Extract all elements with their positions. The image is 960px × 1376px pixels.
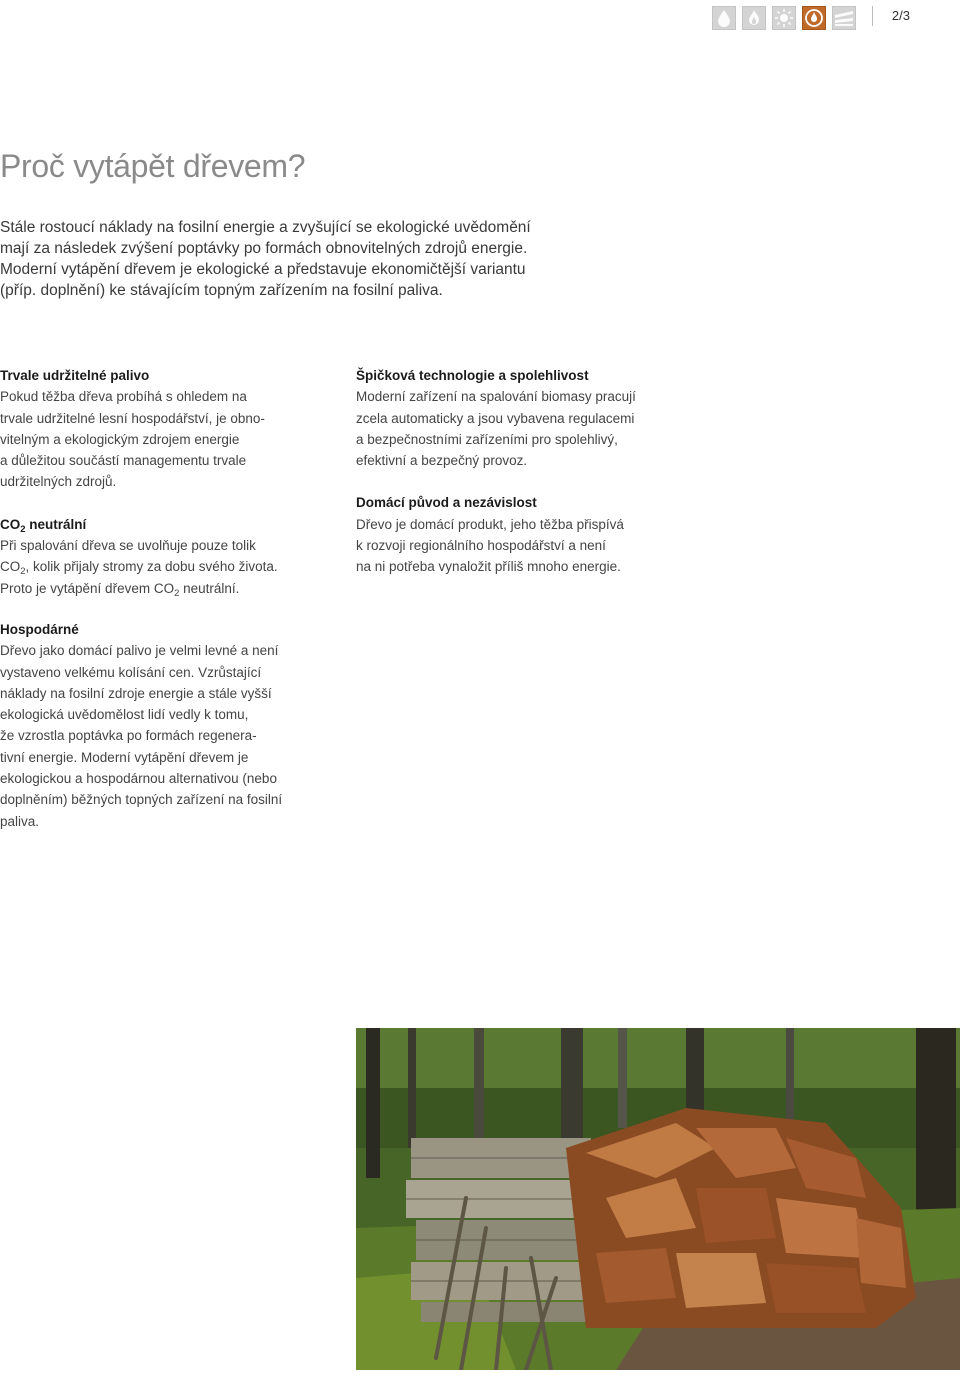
co2-heading-prefix: CO bbox=[0, 516, 21, 532]
body-line: tivní energie. Moderní vytápění dřevem je bbox=[0, 749, 249, 765]
oil-drop-icon[interactable] bbox=[712, 6, 736, 30]
heat-pump-icon[interactable] bbox=[832, 6, 856, 30]
intro-line: mají za následek zvýšení poptávky po formách obnovitelných zdrojů energie. bbox=[0, 240, 528, 257]
co2-heading-suffix: neutrální bbox=[25, 516, 87, 532]
body-line: Pokud těžba dřeva probíhá s ohledem na bbox=[0, 389, 247, 405]
body-line: Dřevo jako domácí palivo je velmi levné a není bbox=[0, 643, 279, 659]
co2-text: Proto je vytápění dřevem CO bbox=[0, 580, 175, 596]
body-line bbox=[0, 578, 330, 599]
intro-line: Stále rostoucí náklady na fosilní energie a zvyšující se ekologické uvědomění bbox=[0, 219, 531, 236]
page-number: 2/3 bbox=[872, 6, 960, 26]
body-line: ekologická uvědomělost lidí vedly k tomu, bbox=[0, 707, 249, 723]
left-column bbox=[0, 365, 330, 599]
body-line: paliva. bbox=[0, 813, 40, 829]
body-line: zcela automaticky a jsou vybavena regulacemi bbox=[356, 410, 635, 426]
section-heading-economical: Hospodárné bbox=[0, 622, 79, 637]
section-heading-sustainable-fuel: Trvale udržitelné palivo bbox=[0, 368, 150, 383]
body-line: ekologickou a hospodárnou alternativou (nebo bbox=[0, 771, 277, 787]
section-body-economical bbox=[0, 640, 330, 832]
body-line: vitelným a ekologickým zdrojem energie bbox=[0, 431, 240, 447]
right-column bbox=[356, 365, 696, 578]
body-line: náklady na fosilní zdroje energie a stále vyšší bbox=[0, 685, 272, 701]
page-title: Proč vytápět dřevem? bbox=[0, 148, 306, 184]
body-line: doplněním) běžných topných zařízení na fosilní bbox=[0, 792, 283, 808]
co2-sub: 2 bbox=[174, 587, 180, 599]
body-line: a bezpečnostními zařízeními pro spolehlivý, bbox=[356, 431, 618, 447]
body-line: Moderní zařízení na spalování biomasy pracují bbox=[356, 389, 636, 405]
section-heading-technology: Špičková technologie a spolehlivost bbox=[356, 368, 589, 383]
body-line: k rozvoji regionálního hospodářství a není bbox=[356, 538, 606, 554]
woodpile-forest-photo bbox=[356, 1028, 960, 1370]
body-line: že vzrostla poptávka po formách regenera- bbox=[0, 728, 257, 744]
body-line: efektivní a bezpečný provoz. bbox=[356, 453, 528, 469]
solar-sun-icon[interactable] bbox=[772, 6, 796, 30]
energy-icons-bar bbox=[712, 6, 856, 30]
co2-text: CO bbox=[0, 559, 21, 575]
co2-text: , kolik přijaly stromy za dobu svého života. bbox=[25, 559, 278, 575]
body-line: na ni potřeba vynaložit příliš mnoho energie. bbox=[356, 559, 621, 575]
section-body-domestic-origin bbox=[356, 514, 696, 578]
body-line: trvale udržitelné lesní hospodářství, je obno- bbox=[0, 410, 265, 426]
intro-line: (příp. doplnění) ke stávajícím topným zařízením na fosilní paliva. bbox=[0, 282, 443, 299]
section-body-sustainable-fuel bbox=[0, 386, 330, 492]
economical-section bbox=[0, 619, 330, 832]
wood-flame-icon[interactable] bbox=[802, 6, 826, 30]
gas-flame-icon[interactable] bbox=[742, 6, 766, 30]
body-line: Dřevo je domácí produkt, jeho těžba přispívá bbox=[356, 516, 624, 532]
body-line: a důležitou součástí managementu trvale bbox=[0, 453, 247, 469]
section-heading-domestic-origin: Domácí původ a nezávislost bbox=[356, 495, 537, 511]
body-line bbox=[0, 556, 330, 577]
section-body-co2-neutral bbox=[0, 535, 330, 599]
co2-text: neutrální. bbox=[179, 580, 240, 596]
co2-heading-sub: 2 bbox=[20, 523, 26, 535]
body-line: udržitelných zdrojů. bbox=[0, 474, 117, 490]
body-line: Při spalování dřeva se uvolňuje pouze tolik bbox=[0, 538, 256, 554]
co2-sub: 2 bbox=[20, 566, 26, 578]
section-heading-co2-neutral bbox=[0, 514, 330, 535]
intro-paragraph bbox=[0, 217, 580, 301]
intro-line: Moderní vytápění dřevem je ekologické a představuje ekonomičtější variantu bbox=[0, 261, 526, 278]
section-body-technology bbox=[356, 386, 696, 471]
body-line: vystaveno velkému kolísání cen. Vzrůstající bbox=[0, 664, 262, 680]
